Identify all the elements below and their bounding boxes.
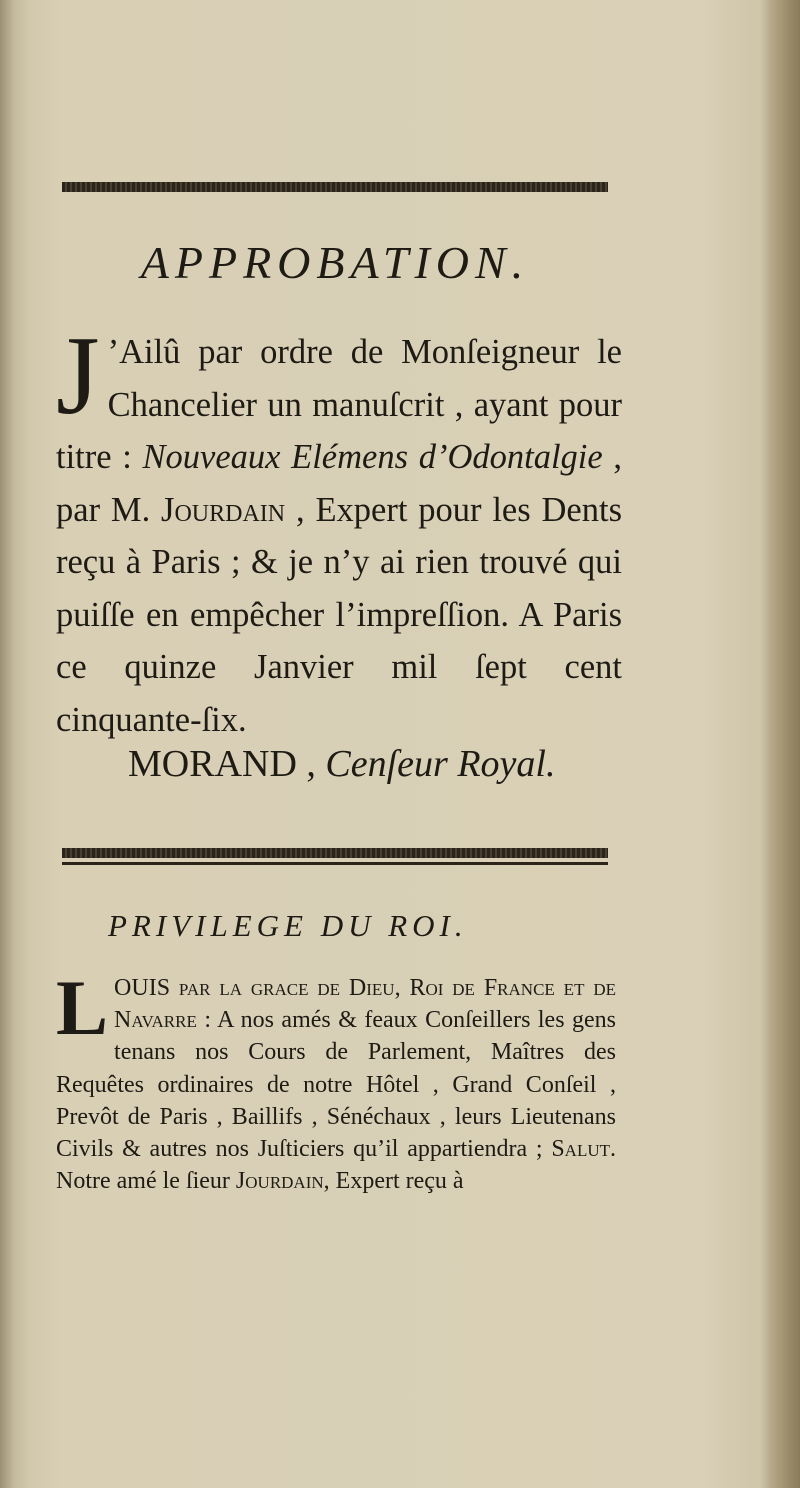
page-gutter — [770, 0, 800, 1488]
middle-thin-rule — [62, 862, 608, 865]
approbation-dropcap: J — [56, 314, 100, 438]
approbation-text-a: ’Ailû par ordre de Monſeigneur le Chancelier un manuſcrit , ayant pour titre : — [56, 333, 622, 476]
privilege-text-c: , Expert reçu à — [323, 1168, 464, 1195]
approbation-paragraph — [56, 314, 622, 746]
page-left-edge — [0, 0, 14, 1488]
approbation-text-b: , par M. — [56, 438, 622, 529]
privilege-text-a: : A nos amés & feaux Conſeillers les gens tenans nos Cours de Parlement, Maîtres des Requêtes ordinaires de notre Hôtel , Grand Conſeil , Prevôt de Paris , Baillifs , Sénéchaux , leurs Lieutenans Civils & autres nos Juſticiers qu’il appartiendra ; — [56, 1007, 616, 1163]
privilege-opening: OUIS par la grace de Dieu, Roi de France et de Navarre — [114, 975, 616, 1034]
privilege-paragraph — [56, 964, 616, 1197]
privilege-dropcap: L — [56, 964, 109, 1051]
middle-ornament-rule — [62, 848, 608, 858]
approbation-heading: APPROBATION. — [140, 237, 530, 288]
privilege-heading: PRIVILEGE DU ROI. — [108, 908, 468, 943]
top-ornament-rule — [62, 182, 608, 192]
approbation-signature — [128, 742, 555, 786]
signature-title: Cenſeur Royal. — [325, 743, 556, 785]
approbation-author: Jourdain — [161, 490, 286, 529]
approbation-text-c: , Expert pour les Dents reçu à Paris ; & je n’y ai rien trouvé qui puiſſe en empêcher l’impreſſion. A Paris ce quinze Janvier mil ſept cent cinquante-ſix. — [56, 490, 622, 739]
approbation-book-title: Nouveaux Elémens d’Odontalgie — [142, 438, 603, 476]
privilege-salut: Salut — [551, 1136, 610, 1163]
privilege-author: Jourdain — [235, 1168, 324, 1195]
privilege-text-b: . Notre amé le ſieur — [56, 1136, 616, 1195]
signature-name: MORAND , — [128, 743, 316, 785]
